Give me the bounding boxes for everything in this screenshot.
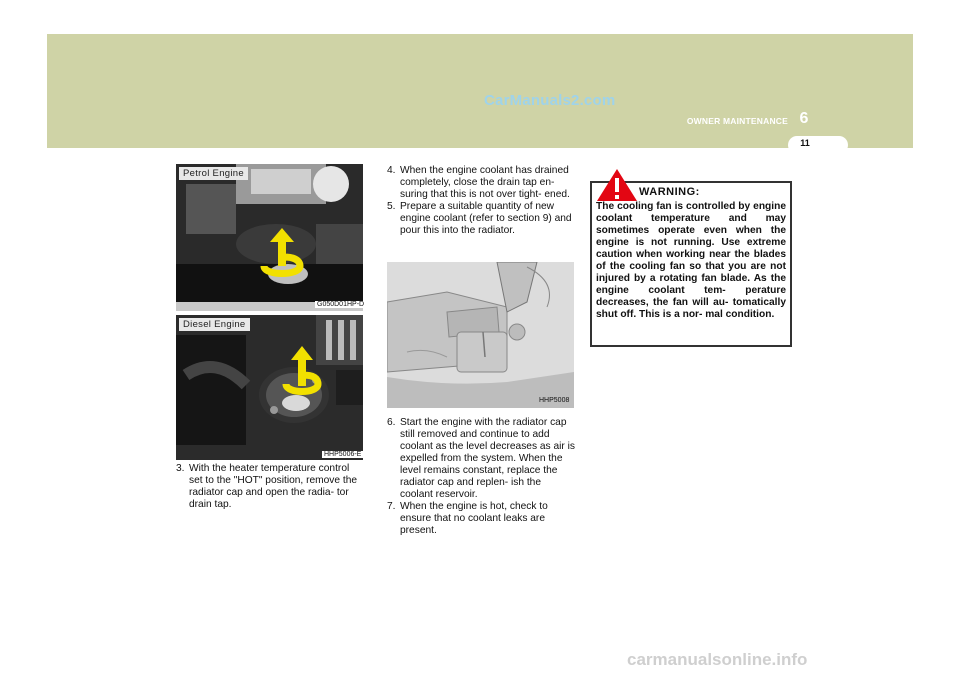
chapter-title: OWNER MAINTENANCE [686,116,788,126]
step-number: 3. [176,463,185,474]
page-number: 11 [800,138,810,148]
step-text: When the engine is hot, check to ensure that no coolant leaks are present. [400,501,548,536]
step-4 [387,165,575,201]
chapter-number: 6 [799,110,809,127]
petrol-arrow-icon [258,228,306,280]
steps-left [176,463,364,511]
header-band [47,34,913,148]
site-watermark[interactable]: CarManuals2.com [484,92,616,109]
diesel-arrow-icon [282,346,322,398]
warning-triangle-icon [596,168,638,202]
steps-mid-bottom [387,417,575,537]
step-number: 5. [387,201,396,212]
step-6 [387,417,575,501]
pour-figure-code: HHP5008 [539,397,570,404]
step-number: 4. [387,165,396,176]
footer-watermark[interactable]: carmanualsonline.info [627,650,808,669]
step-text: Prepare a suitable quantity of new engine coolant (refer to section 9) and pour this into the radiator. [400,201,572,236]
warning-title: WARNING: [639,186,700,198]
step-text: When the engine coolant has drained completely, close the drain tap en- suring that this is not over tight- ened. [400,165,570,200]
warning-text: The cooling fan is controlled by engine coolant temperature and may sometimes operate even when the engine is not running. Use extreme caution when working near the blades of the cooling fan so that you are not injured by a rotating fan blade. As the engine coolant tem- perature decreases, the fan will au- tomatically shut off. This is a nor- mal condition. [596,201,786,320]
step-number: 6. [387,417,396,428]
step-3 [176,463,364,511]
petrol-figure-code: G050D01HP-D [317,301,365,308]
step-7 [387,501,575,537]
step-text: With the heater temperature control set to the "HOT" position, remove the radiator cap and open the radia- tor drain tap. [189,463,358,510]
diesel-figure-label: Diesel Engine [179,318,250,331]
steps-mid-top [387,165,575,237]
coolant-pour-illustration [387,262,574,408]
petrol-figure-label: Petrol Engine [179,167,248,180]
step-text: Start the engine with the radiator cap still removed and continue to add coolant as the level decreases as air is expelled from the system. When the level remains constant, replace the radiator cap and replen- ish the coolant reservoir. [400,417,575,500]
step-number: 7. [387,501,396,512]
step-5 [387,201,575,237]
diesel-engine-photo [176,315,363,460]
diesel-figure-code: HHP5006-E [324,451,362,458]
